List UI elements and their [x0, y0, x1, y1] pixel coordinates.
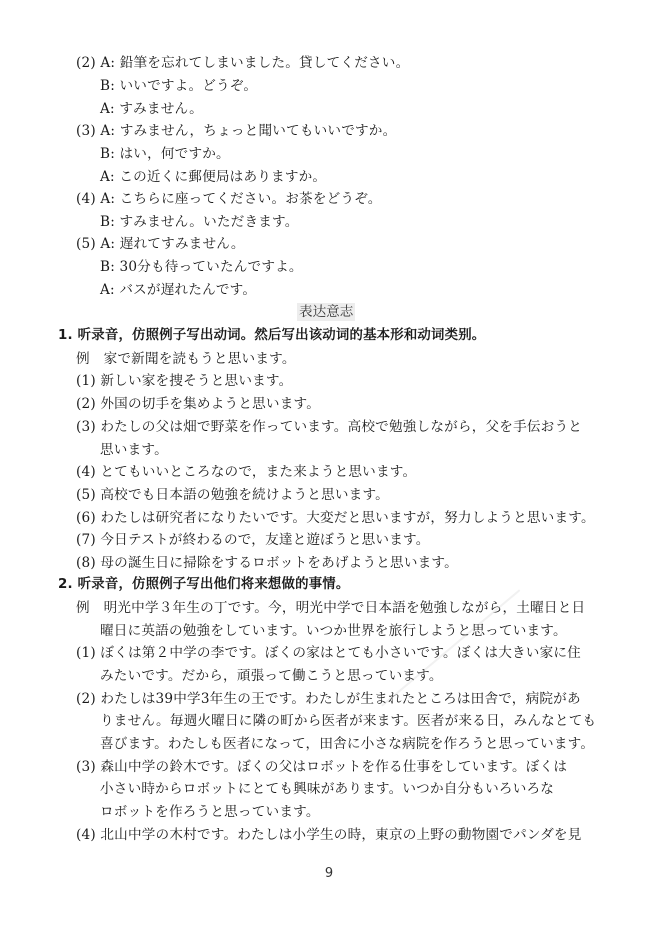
dialogue-text: A: こちらに座ってください。お茶をどうぞ。 — [100, 191, 382, 207]
exercise-1-example: 例 家で新聞を読もうと思います。 — [76, 351, 296, 367]
dialogue-4-line-1 — [76, 189, 382, 209]
exercise-2-example-line-2: 曜日に英語の勉強をしています。いつか世界を旅行しようと思っています。 — [100, 623, 567, 639]
dialogue-5-line-1 — [76, 234, 245, 254]
dialogue-text: A: すみません，ちょっと聞いてもいいですか。 — [100, 123, 397, 139]
exercise-2-item-3: (3) 森山中学の鈴木です。ぼくの父はロボットを作る仕事をしています。ぼくは — [76, 759, 568, 775]
dialogue-3-line-3: A: この近くに郵便局はありますか。 — [100, 169, 327, 185]
item-number: (4) — [76, 191, 96, 207]
dialogue-5-line-3: A: バスが遅れたんです。 — [100, 282, 257, 298]
exercise-1-item-3: (3) わたしの父は畑で野菜を作っています。高校で勉強しながら，父を手伝おうと — [76, 419, 583, 435]
dialogue-2-line-1 — [76, 53, 409, 73]
exercise-2-example-line-1: 例 明光中学３年生の丁です。今，明光中学で日本語を勉強しながら，土曜日と日 — [76, 600, 586, 616]
dialogue-text: A: 鉛筆を忘れてしまいました。貸してください。 — [100, 55, 410, 71]
exercise-2-item-3-cont-2: ロボットを作ろうと思っています。 — [100, 804, 320, 820]
page-number: 9 — [324, 866, 334, 881]
exercise-1-item-2: (2) 外国の切手を集めようと思います。 — [76, 396, 320, 412]
item-number: (3) — [76, 123, 96, 139]
dialogue-2-line-2: B: いいですよ。どうぞ。 — [100, 78, 258, 94]
exercise-2-item-2-cont-1: りません。毎週火曜日に隣の町から医者が来ます。医者が来る日，みんなとても — [100, 713, 597, 729]
dialogue-3-line-1 — [76, 121, 396, 141]
exercise-1-item-5: (5) 高校でも日本語の勉強を続けようと思います。 — [76, 487, 389, 503]
exercise-1-item-3-cont: 思います。 — [100, 442, 168, 458]
exercise-1-heading: 1. 听录音，仿照例子写出动词。然后写出该动词的基本形和动词类别。 — [58, 328, 486, 343]
item-number: (5) — [76, 236, 96, 252]
exercise-1-item-8: (8) 母の誕生日に掃除をするロボットをあげようと思います。 — [76, 555, 458, 571]
exercise-1-item-1: (1) 新しい家を捜そうと思います。 — [76, 373, 293, 389]
exercise-2-item-4: (4) 北山中学の木村です。わたしは小学生の時，東京の上野の動物園でパンダを見 — [76, 827, 582, 843]
dialogue-2-line-3: A: すみません。 — [100, 101, 203, 117]
dialogue-text: A: 遅れてすみません。 — [100, 236, 245, 252]
exercise-2-item-3-cont-1: 小さい時からロボットにとても興味があります。いつか自分もいろいろな — [100, 781, 555, 797]
dialogue-4-line-2: B: すみません。いただきます。 — [100, 214, 299, 230]
dialogue-3-line-2: B: はい，何ですか。 — [100, 146, 230, 162]
exercise-1-item-7: (7) 今日テストが終わるので，友達と遊ぼうと思います。 — [76, 532, 430, 548]
exercise-1-item-4: (4) とてもいいところなので，また来ようと思います。 — [76, 464, 417, 480]
exercise-1-item-6: (6) わたしは研究者になりたいです。大変だと思いますが，努力しようと思います。 — [76, 510, 595, 526]
exercise-2-heading: 2. 听录音，仿照例子写出他们将来想做的事情。 — [58, 577, 350, 592]
exercise-2-item-2: (2) わたしは39中学3年生の王です。わたしが生まれたところは田舎で，病院があ — [76, 691, 581, 707]
dialogue-5-line-2: B: 30分も待っていたんですよ。 — [100, 259, 303, 275]
exercise-2-item-1: (1) ぼくは第２中学の李です。ぼくの家はとても小さいです。ぼくは大きい家に住 — [76, 645, 581, 661]
exercise-2-item-1-cont: みたいです。だから，頑張って働こうと思っています。 — [100, 668, 443, 684]
item-number: (2) — [76, 55, 96, 71]
section-title: 表达意志 — [299, 304, 354, 320]
exercise-2-item-2-cont-2: 喜びます。わたしも医者になって，田舎に小さな病院を作ろうと思っています。 — [100, 736, 595, 752]
